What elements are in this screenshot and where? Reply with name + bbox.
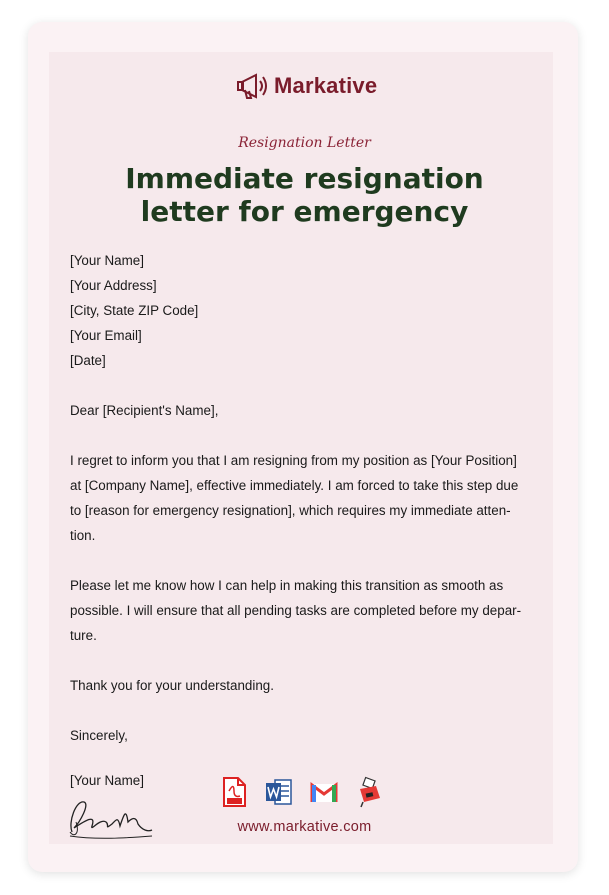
salutation: Dear [Recipient's Name], (70, 403, 219, 418)
gmail-icon[interactable] (310, 776, 338, 808)
title-line: Immediate resignation (125, 162, 484, 195)
closing-line: Sincerely, (70, 728, 128, 743)
paragraph-line: possible. I will ensure that all pending tasks are completed before my depar- (70, 603, 522, 618)
paragraph-line: Please let me know how I can help in making this transition as smooth as (70, 578, 504, 593)
printer-icon[interactable] (355, 776, 383, 808)
paragraph-line: at [Company Name], effective immediately. I am forced to take this step due (70, 478, 519, 493)
thanks-line: Thank you for your understanding. (70, 678, 274, 693)
paragraph-line: ture. (70, 628, 97, 643)
paragraph-line: I regret to inform you that I am resigning from my position as [Your Position] (70, 453, 517, 468)
signature-name: [Your Name] (70, 773, 144, 788)
brand-logo (236, 68, 377, 104)
file-format-icons (220, 776, 400, 808)
address-line: [Your Email] (70, 328, 142, 343)
address-line: [City, State ZIP Code] (70, 303, 199, 318)
address-line: [Your Name] (70, 253, 144, 268)
megaphone-icon (236, 70, 270, 102)
letter-subtitle: Resignation Letter (238, 135, 371, 151)
page-title (0, 162, 609, 228)
address-line: [Your Address] (70, 278, 157, 293)
pdf-icon[interactable] (220, 776, 248, 808)
title-line: letter for emergency (140, 195, 469, 228)
paragraph-line: tion. (70, 528, 96, 543)
website-link[interactable]: www.markative.com (237, 819, 372, 835)
word-icon[interactable] (265, 776, 293, 808)
letter-body (70, 248, 540, 748)
paragraph-line: to [reason for emergency resignation], which requires my immediate atten- (70, 503, 511, 518)
address-line: [Date] (70, 353, 106, 368)
brand-name: Markative (274, 73, 378, 98)
